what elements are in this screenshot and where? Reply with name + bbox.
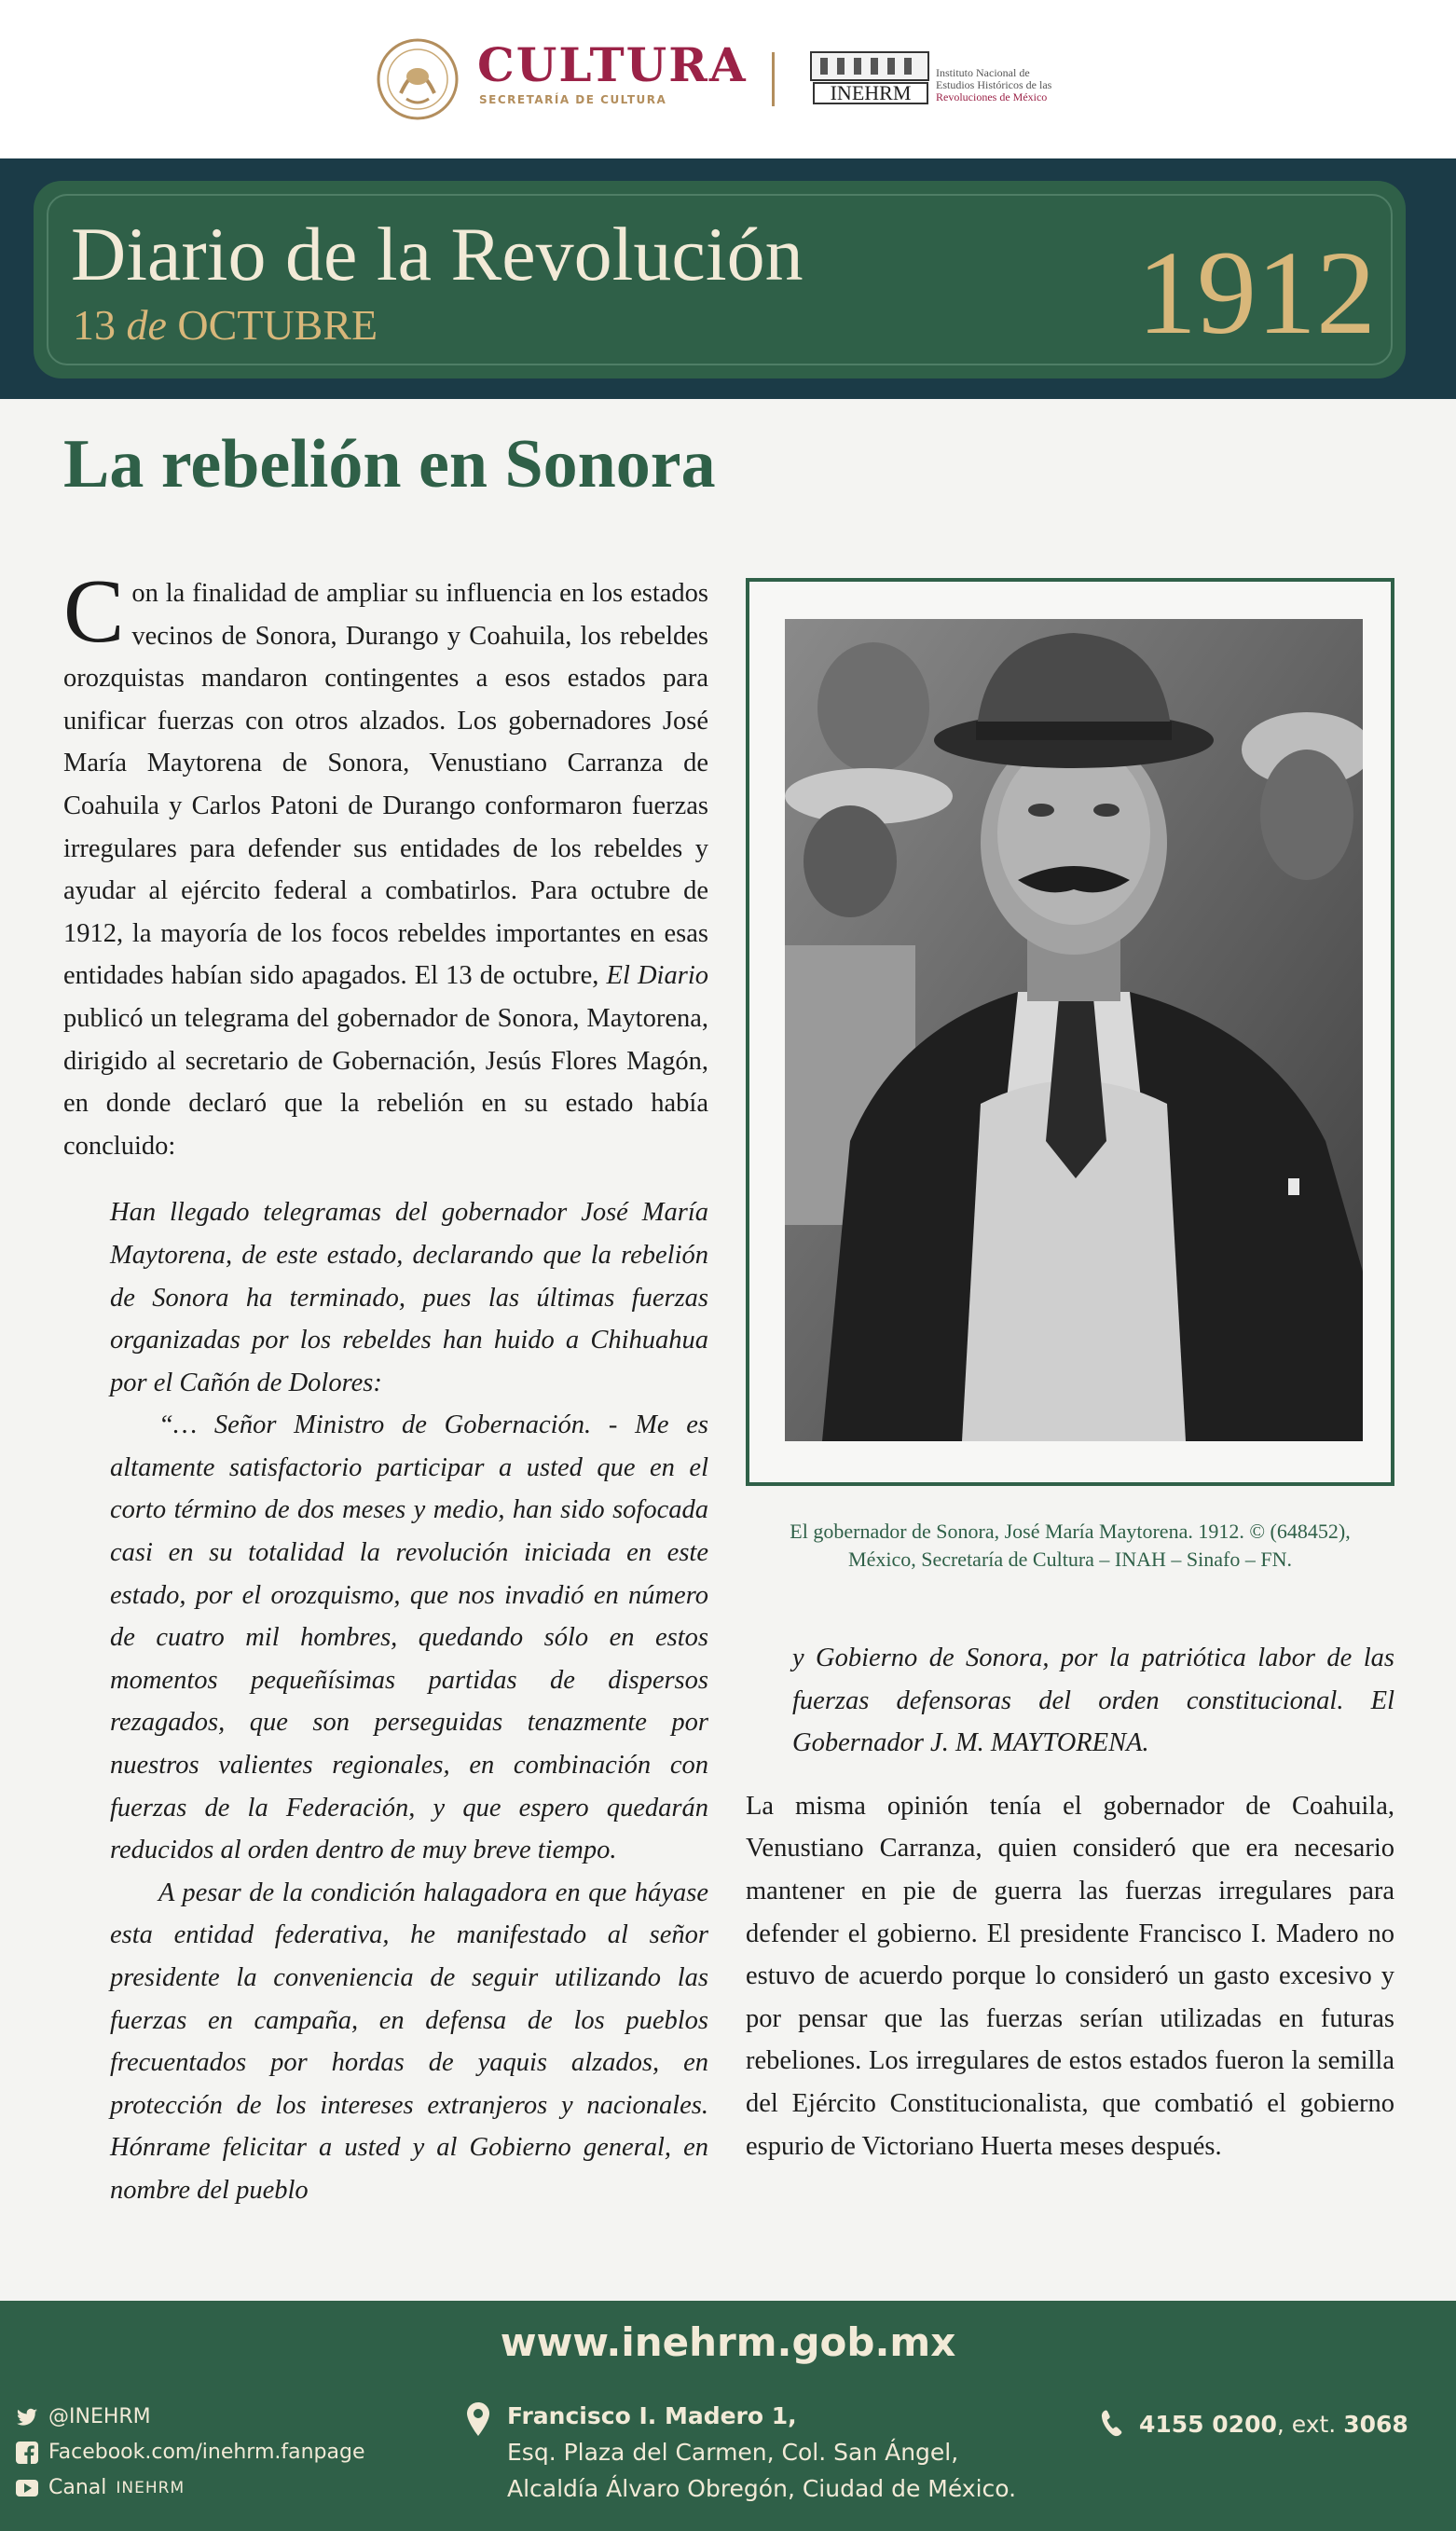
inehrm-logo-text: INEHRM (813, 82, 928, 104)
address (466, 2398, 1016, 2507)
inehrm-full-name (936, 67, 1113, 103)
maytorena-portrait (785, 619, 1363, 1441)
lead-text-b: publicó un telegrama del gobernador de Sonora, Maytorena, dirigido al secretario de Gobernación, Jesús Flores Magón, en donde declaró que la rebelión en su estado había concluido: (63, 1003, 708, 1161)
phone-contact[interactable] (1098, 2409, 1408, 2439)
cultura-logo-text: CULTURA (477, 37, 748, 92)
youtube-link[interactable] (15, 2470, 365, 2506)
location-pin-icon (466, 2401, 490, 2437)
logo-bar (0, 0, 1456, 158)
mexico-seal-icon (373, 37, 462, 121)
website-link[interactable]: www.inehrm.gob.mx (500, 2319, 956, 2365)
phone-icon (1098, 2409, 1124, 2439)
drop-cap: C (63, 561, 125, 662)
article-title: La rebelión en Sonora (63, 426, 716, 502)
closing-paragraph: La misma opinión tenía el gobernador de Coahuila, Venustiano Carranza, quien consideró que era necesario mantener en pie de guerra las fuerzas irregulares para defender el gobierno. El presidente Francisco I. Madero no estuvo de acuerdo porque lo consideró un gasto excesivo y por pensar que las fuerzas serían utilizadas en futuras rebeliones. Los irregulares de estos estados fueron la semilla del Ejército Constitucionalista, que combatió el gobierno espurio de Victoriano Huerta meses después. (746, 1791, 1394, 2161)
ext-label: , ext. (1276, 2410, 1344, 2438)
newspaper-name: El Diario (606, 961, 708, 991)
lead-paragraph (63, 561, 708, 1167)
inehrm-full-line: Estudios Históricos de las (936, 78, 1052, 91)
phone-number: 4155 0200 (1139, 2410, 1277, 2438)
block-quote (110, 1191, 708, 2211)
quote-paragraph: “… Señor Ministro de Gobernación. - Me es altamente satisfactorio participar a usted que en el corto término de dos meses y medio, han sido sofocada casi en su totalidad la revolución iniciada en este estado, por el orozquismo, que nos invadió en número de cuatro mil hombres, quedando sólo en estos momentos pequeñísimas partidas de dispersos rezagados, que son perseguidas tenazmente por nuestros valientes regionales, en combinación con fuerzas de la Federación, y que espero quedarán reducidos al orden dentro de muy breve tiempo. (110, 1410, 708, 1865)
youtube-prefix: Canal (48, 2476, 107, 2499)
facebook-link[interactable] (15, 2435, 365, 2470)
cultura-subtitle: SECRETARÍA DE CULTURA (479, 93, 667, 106)
address-street: Francisco I. Madero 1, (507, 2402, 797, 2429)
youtube-icon (15, 2476, 39, 2500)
date-day: 13 (73, 301, 116, 349)
photo-frame (746, 578, 1394, 1486)
address-line: Alcaldía Álvaro Obregón, Ciudad de México. (507, 2475, 1017, 2502)
article-right-column (746, 1637, 1394, 2167)
caption-line: El gobernador de Sonora, José María Maytorena. 1912. © (648452), (790, 1520, 1351, 1543)
logo-divider (772, 52, 775, 106)
inehrm-full-line: Revoluciones de México (936, 90, 1048, 103)
social-links (15, 2400, 365, 2506)
header-panel (34, 181, 1406, 378)
facebook-icon (15, 2441, 39, 2465)
facebook-url: Facebook.com/inehrm.fanpage (48, 2441, 365, 2464)
lead-text-a: on la finalidad de ampliar su influencia en los estados vecinos de Sonora, Durango y Coahuila, los rebeldes orozquistas mandaron contingentes a esos estados para unificar fuerzas con otros alzados. Los gobernadores José María Maytorena de Sonora, Venustiano Carranza de Coahuila y Carlos Patoni de Durango conformaron fuerzas irregulares para defender sus entidades de los rebeldes y ayudar al ejército federal a combatirlos. Para octubre de 1912, la mayoría de los focos rebeldes importantes en esas entidades habían sido apagados. El 13 de octubre, (63, 579, 708, 991)
footer (0, 2301, 1456, 2531)
twitter-handle: @INEHRM (48, 2405, 151, 2428)
series-title: Diario de la Revolución (71, 212, 804, 296)
date-de: de (126, 301, 167, 349)
phone-extension: 3068 (1343, 2410, 1408, 2438)
twitter-icon (15, 2405, 39, 2429)
header-band (0, 158, 1456, 399)
photo-caption (746, 1518, 1394, 1574)
portrait-illustration (785, 619, 1363, 1441)
series-year: 1912 (1137, 227, 1376, 359)
inehrm-full-line: Instituto Nacional de (936, 66, 1030, 79)
quote-paragraph: Han llegado telegramas del gobernador José María Maytorena, de este estado, declarando que la rebelión de Sonora ha terminado, pues las últimas fuerzas organizadas por los rebeldes han huido a Chihuahua por el Cañón de Dolores: (110, 1198, 708, 1397)
caption-line: México, Secretaría de Cultura – INAH – Sinafo – FN. (848, 1547, 1292, 1571)
series-date (73, 300, 378, 350)
date-month: OCTUBRE (177, 301, 378, 349)
address-line: Esq. Plaza del Carmen, Col. San Ángel, (507, 2439, 959, 2466)
twitter-link[interactable] (15, 2400, 365, 2435)
youtube-channel: INEHRM (116, 2479, 185, 2497)
quote-continuation: y Gobierno de Sonora, por la patriótica labor de las fuerzas defensoras del orden constitucional. El Gobernador J. M. MAYTORENA. (792, 1644, 1394, 1758)
quote-paragraph: A pesar de la condición halagadora en que háyase esta entidad federativa, he manifestado al señor presidente la conveniencia de seguir utilizando las fuerzas en campaña, en defensa de los pueblos frecuentados por hordas de yaquis alzados, en protección de los intereses extranjeros y nacionales. Hónrame felicitar a usted y al Gobierno general, en nombre del pueblo (110, 1878, 708, 2205)
article-left-column (63, 561, 708, 2212)
